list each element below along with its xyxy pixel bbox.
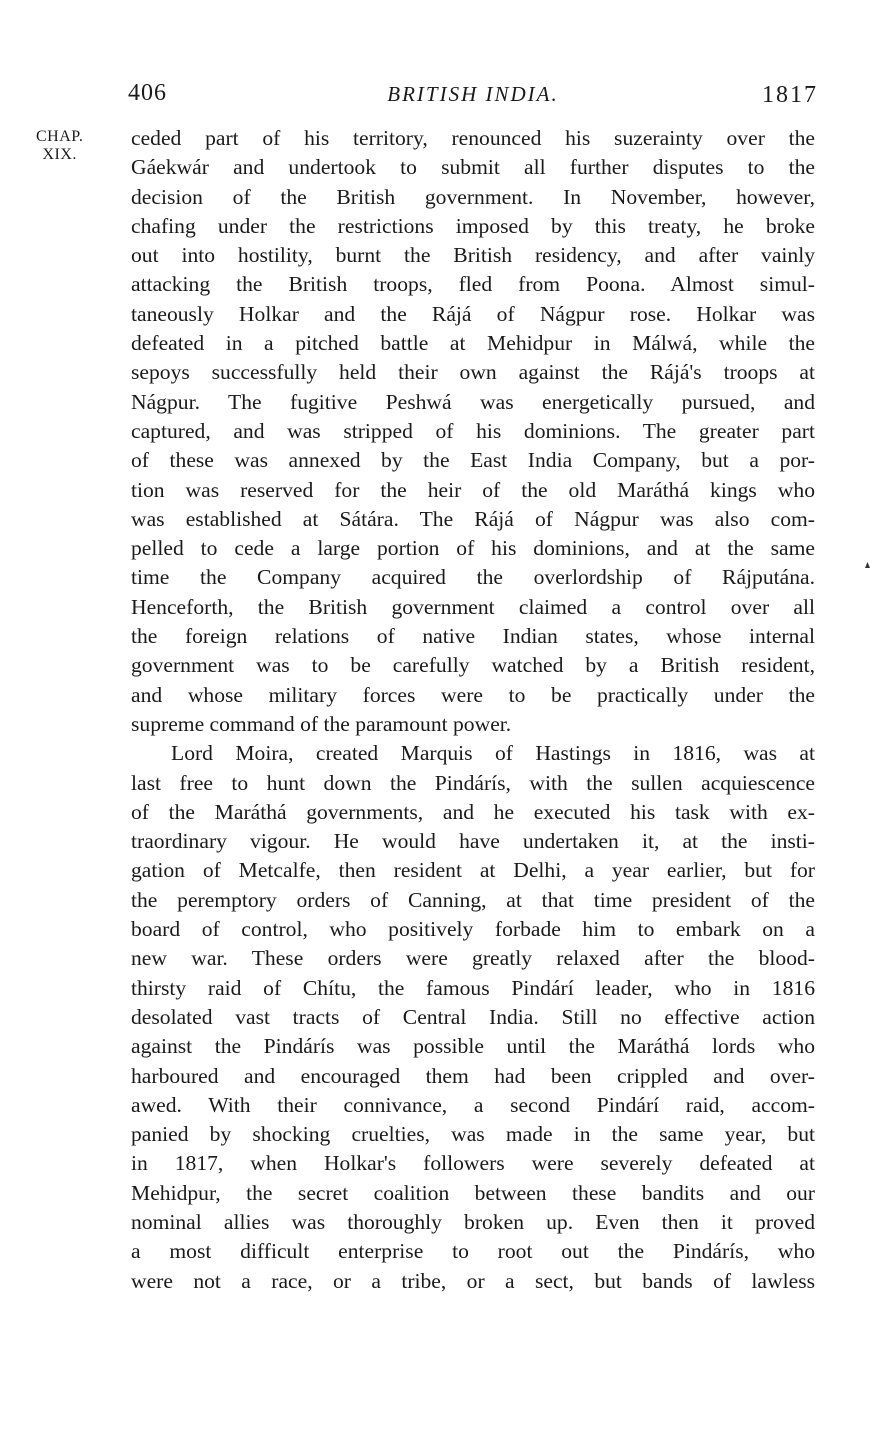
text-line: thirsty raid of Chítu, the famous Pindárí leader, who in 1816 (131, 975, 815, 1000)
page-number: 406 (128, 80, 167, 106)
body-text (131, 124, 815, 1296)
text-line: attacking the British troops, fled from Poona. Almost simul- (131, 272, 815, 297)
text-line: in 1817, when Holkar's followers were severely defeated at (131, 1151, 815, 1176)
text-line: captured, and was stripped of his dominions. The greater part (131, 418, 815, 443)
text-line: ceded part of his territory, renounced his suzerainty over the (131, 126, 815, 150)
text-line: traordinary vigour. He would have undertaken it, at the insti- (131, 829, 815, 854)
paragraph-1 (131, 124, 815, 739)
running-year: 1817 (762, 82, 818, 108)
text-line: out into hostility, burnt the British residency, and after vainly (131, 243, 815, 268)
text-line: new war. These orders were greatly relaxed after the blood- (131, 946, 815, 971)
text-line: board of control, who positively forbade him to embark on a (131, 917, 815, 942)
text-line: pelled to cede a large portion of his dominions, and at the same (131, 536, 815, 561)
text-line: Gáekwár and undertook to submit all further disputes to the (131, 155, 815, 180)
text-line: was established at Sátára. The Rájá of Nágpur was also com- (131, 506, 815, 531)
text-line: desolated vast tracts of Central India. Still no effective action (131, 1004, 815, 1029)
text-line: sepoys successfully held their own against the Rájá's troops at (131, 360, 815, 385)
text-line: against the Pindárís was possible until the Maráthá lords who (131, 1034, 815, 1059)
chapter-number: XIX. (42, 146, 77, 163)
text-line: the foreign relations of native Indian states, whose internal (131, 624, 815, 649)
text-line: Mehidpur, the secret coalition between these bandits and our (131, 1180, 815, 1205)
text-line: nominal allies was thoroughly broken up. Even then it proved (131, 1209, 815, 1234)
text-line: harboured and encouraged them had been crippled and over- (131, 1063, 815, 1088)
text-line: taneously Holkar and the Rájá of Nágpur rose. Holkar was (131, 301, 815, 326)
text-line: defeated in a pitched battle at Mehidpur in Málwá, while the (131, 331, 815, 356)
text-line: government was to be carefully watched by a British resident, (131, 653, 815, 678)
text-line: decision of the British government. In November, however, (131, 184, 815, 209)
text-line: last free to hunt down the Pindárís, with the sullen acquiescence (131, 770, 815, 795)
text-line: the peremptory orders of Canning, at that time president of the (131, 887, 815, 912)
text-line: were not a race, or a tribe, or a sect, but bands of lawless (131, 1268, 815, 1293)
text-line: Henceforth, the British government claimed a control over all (131, 594, 815, 619)
text-line: panied by shocking cruelties, was made in the same year, but (131, 1122, 815, 1147)
running-title: BRITISH INDIA. (387, 82, 559, 106)
text-line: of the Maráthá governments, and he executed his task with ex- (131, 799, 815, 824)
text-line: and whose military forces were to be practically under the (131, 682, 815, 707)
text-line: gation of Metcalfe, then resident at Delhi, a year earlier, but for (131, 858, 815, 883)
text-line: Lord Moira, created Marquis of Hastings in 1816, was at (171, 741, 815, 766)
text-line: time the Company acquired the overlordship of Rájputána. (131, 565, 815, 590)
text-line: a most difficult enterprise to root out the Pindárís, who (131, 1239, 815, 1264)
text-line: Nágpur. The fugitive Peshwá was energetically pursued, and (131, 389, 815, 414)
chapter-label: CHAP. (36, 128, 84, 145)
text-line: awed. With their connivance, a second Pindárí raid, accom- (131, 1092, 815, 1117)
running-header (128, 80, 818, 114)
text-line: chafing under the restrictions imposed by this treaty, he broke (131, 213, 815, 238)
text-line: supreme command of the paramount power. (131, 711, 512, 736)
chapter-margin-note (36, 128, 83, 164)
margin-mark (865, 562, 870, 568)
paragraph-2 (131, 739, 815, 1296)
text-line: of these was annexed by the East India Company, but a por- (131, 448, 815, 473)
text-line: tion was reserved for the heir of the old Maráthá kings who (131, 477, 815, 502)
